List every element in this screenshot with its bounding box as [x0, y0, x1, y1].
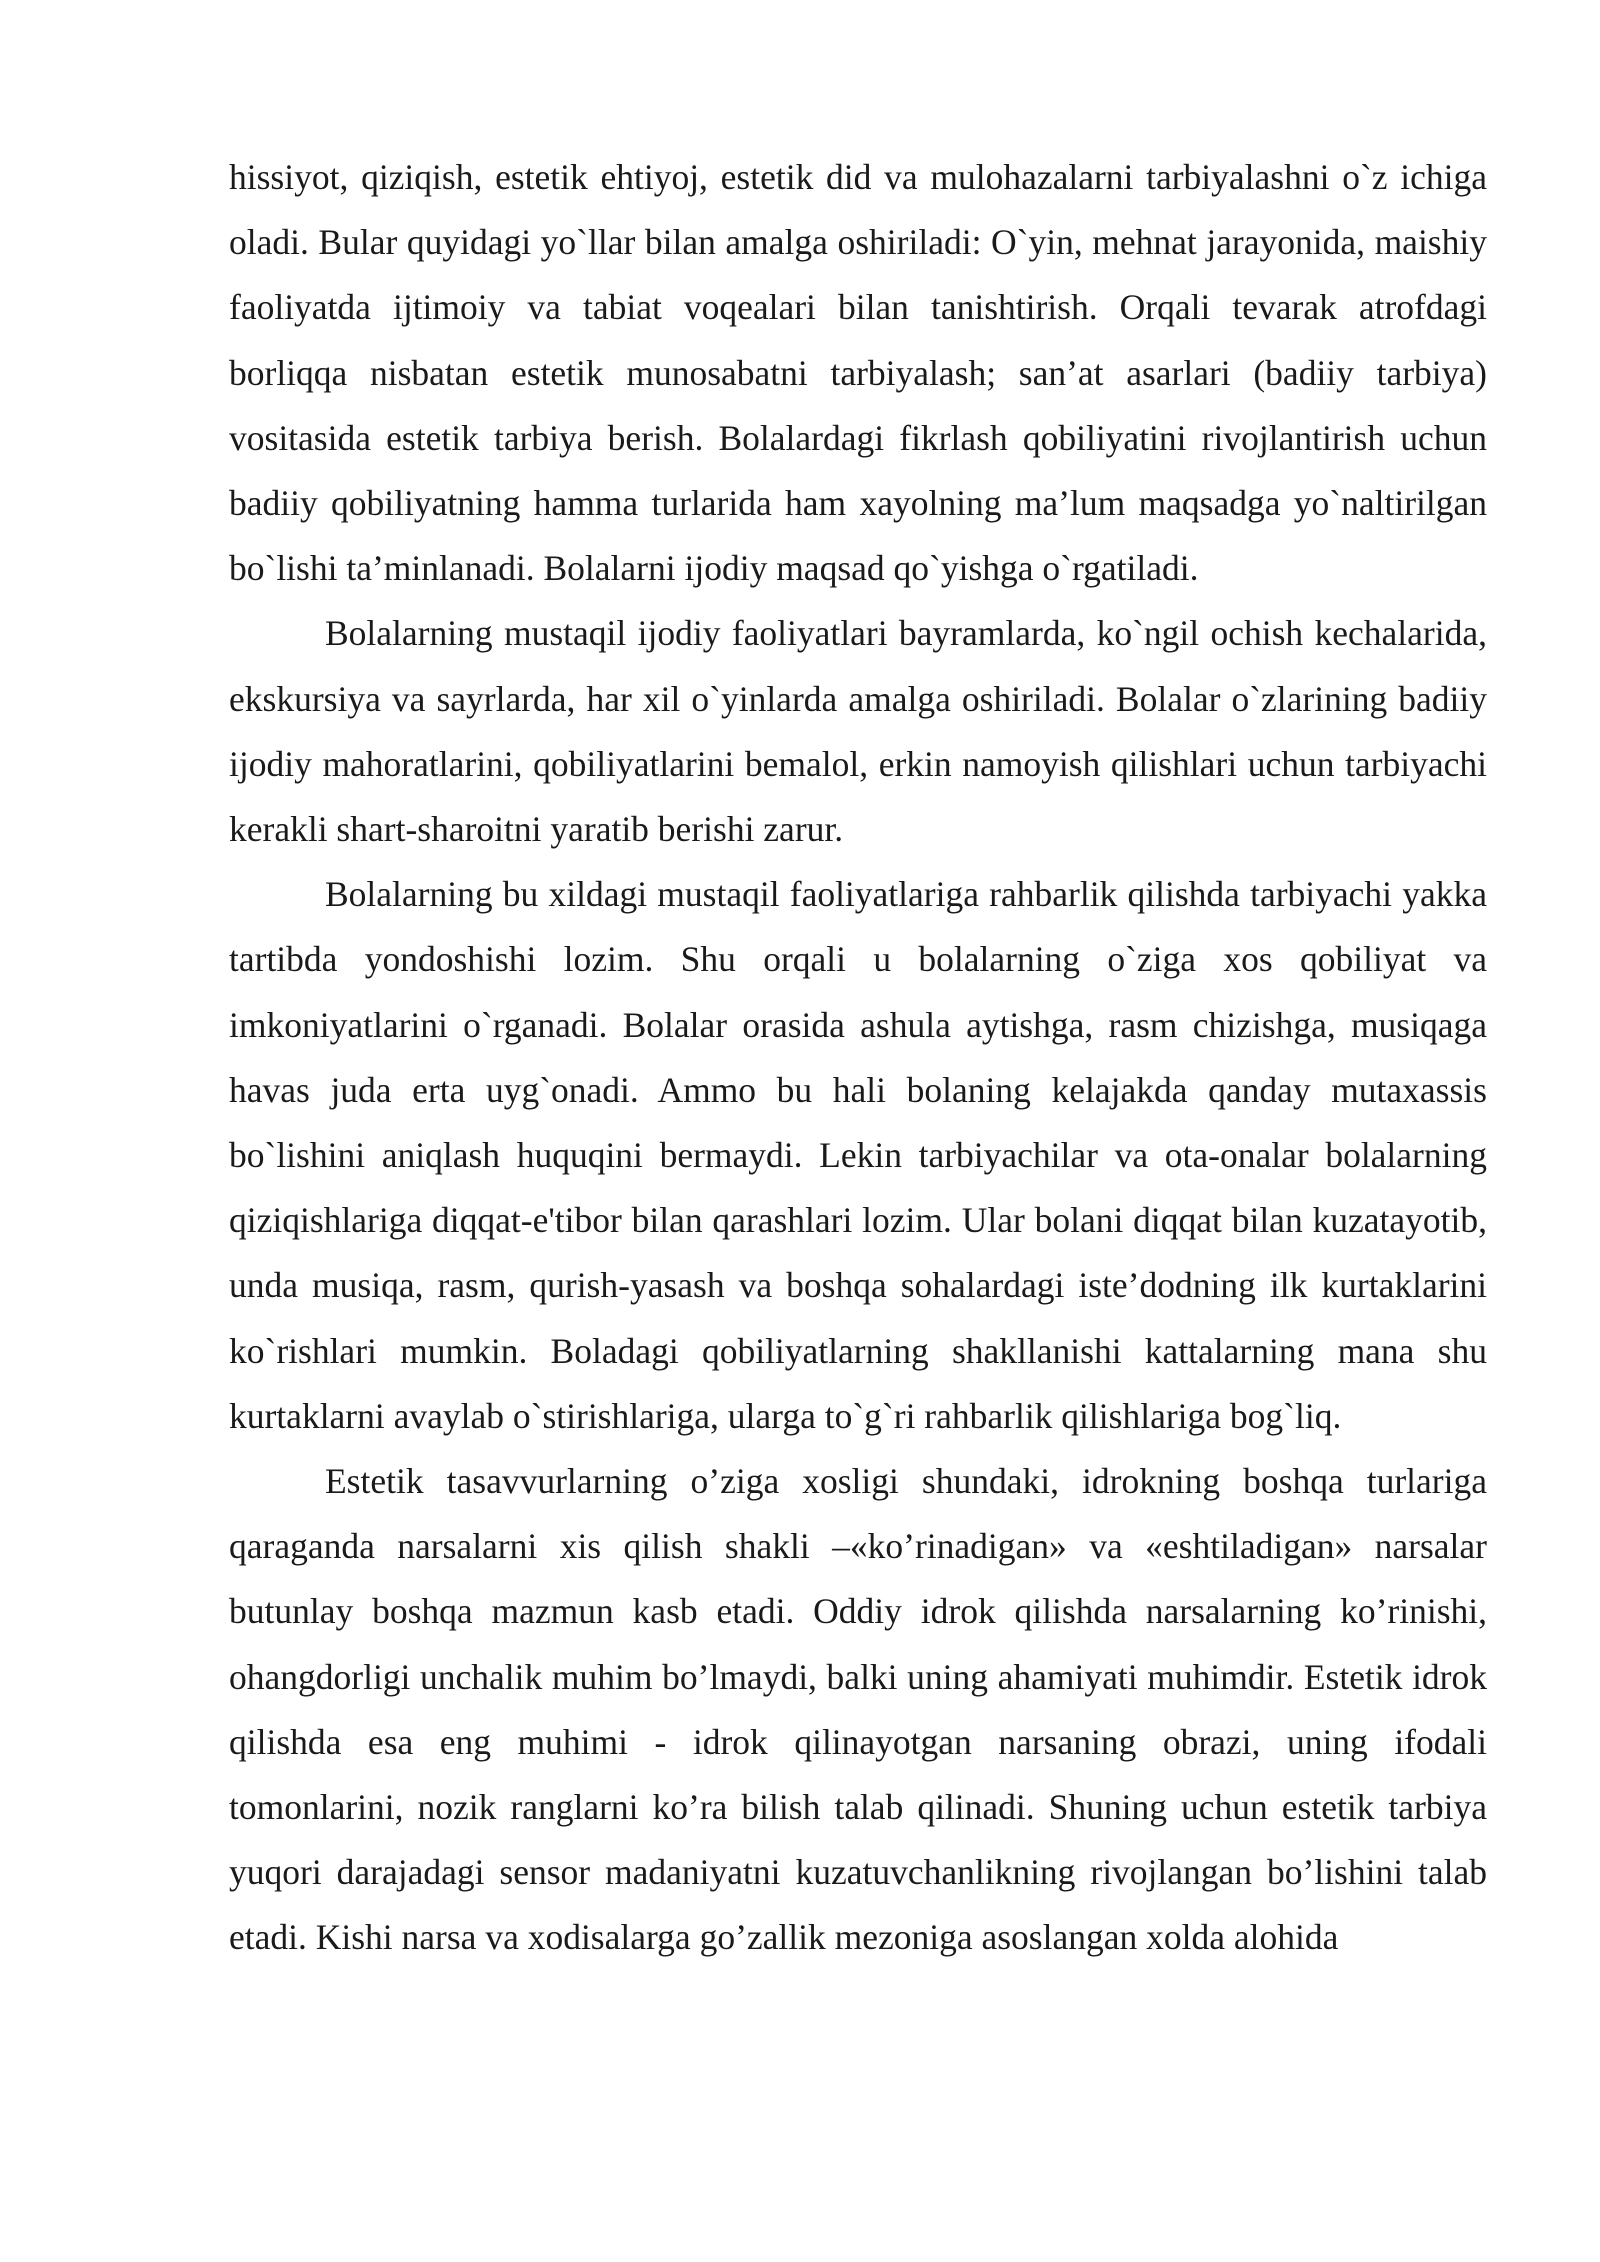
paragraph-2: Bolalarning mustaqil ijodiy faoliyatlari bayramlarda, ko`ngil ochish kechalarida, ekskursiya va sayrlarda, har xil o`yinlarda amalga oshiriladi. Bolalar o`zlarining badiiy ijodiy mahoratlarini, qobiliyatlarini bemalol, erkin namoyish qilishlari uchun tarbiyachi kerakli shart-sharoitni yaratib berishi zarur. [229, 613, 1487, 850]
paragraph-1: hissiyot, qiziqish, estetik ehtiyoj, estetik did va mulohazalarni tarbiyalashni o`z ichiga oladi. Bular quyidagi yo`llar bilan amalga oshiriladi: O`yin, mehnat jarayonida, maishiy faoliyatda ijtimoiy va tabiat voqealari bilan tanishtirish. Orqali tevarak atrofdagi borliqqa nisbatan estetik munosabatni tarbiyalash; san’at asarlari (badiiy tarbiya) vositasida estetik tarbiya berish. Bolalardagi fikrlash qobiliyatini rivojlantirish uchun badiiy qobiliyatning hamma turlarida ham xayolning ma’lum maqsadga yo`naltirilgan bo`lishi ta’minlanadi. Bolalarni ijodiy maqsad qo`yishga o`rgatiladi. [229, 157, 1487, 589]
paragraph-4: Estetik tasavvurlarning o’ziga xosligi shundaki, idrokning boshqa turlariga qaraganda narsalarni xis qilish shakli –«ko’rinadigan» va «eshtiladigan» narsalar butunlay boshqa mazmun kasb etadi. Oddiy idrok qilishda narsalarning ko’rinishi, ohangdorligi unchalik muhim bo’lmaydi, balki uning ahamiyati muhimdir. Estetik idrok qilishda esa eng muhimi - idrok qilinayotgan narsaning obrazi, uning ifodali tomonlarini, nozik ranglarni ko’ra bilish talab qilinadi. Shuning uchun estetik tarbiya yuqori darajadagi sensor madaniyatni kuzatuvchanlikning rivojlangan bo’lishini talab etadi. Kishi narsa va xodisalarga go’zallik mezoniga asoslangan xolda alohida [229, 1461, 1487, 1958]
paragraph-3: Bolalarning bu xildagi mustaqil faoliyatlariga rahbarlik qilishda tarbiyachi yakka tartibda yondoshishi lozim. Shu orqali u bolalarning o`ziga xos qobiliyat va imkoniyatlarini o`rganadi. Bolalar orasida ashula aytishga, rasm chizishga, musiqaga havas juda erta uyg`onadi. Ammo bu hali bolaning kelajakda qanday mutaxassis bo`lishini aniqlash huquqini bermaydi. Lekin tarbiyachilar va ota-onalar bolalarning qiziqishlariga diqqat-e'tibor bilan qarashlari lozim. Ular bolani diqqat bilan kuzatayotib, unda musiqa, rasm, qurish-yasash va boshqa sohalardagi iste’dodning ilk kurtaklarini ko`rishlari mumkin. Boladagi qobiliyatlarning shakllanishi kattalarning mana shu kurtaklarni avaylab o`stirishlariga, ularga to`g`ri rahbarlik qilishlariga bog`liq. [229, 874, 1487, 1436]
document-page [229, 145, 1487, 1971]
